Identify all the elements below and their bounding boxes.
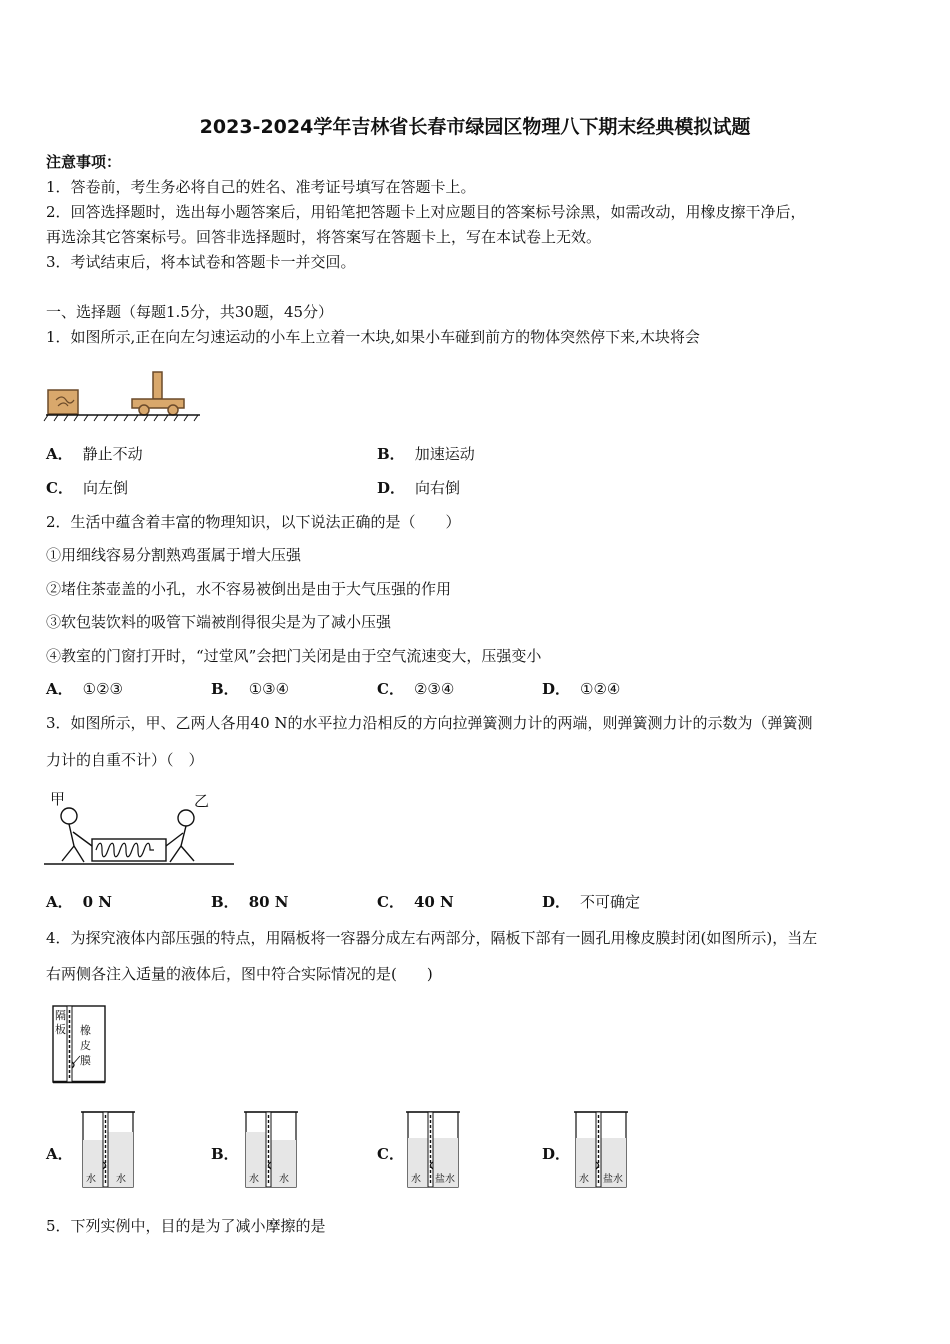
q3-label-left: 甲 — [50, 790, 66, 808]
q4-stem-line-2: 右两侧各注入适量的液体后，图中符合实际情况的是( ) — [46, 965, 433, 983]
q1-cart-figure — [44, 368, 204, 423]
q1-option-a: A． 静止不动 — [46, 445, 143, 463]
q3-option-b: B． 80 N — [211, 893, 289, 911]
q2-statement-1: ①用细线容易分割熟鸡蛋属于增大压强 — [46, 546, 302, 564]
q1-option-d: D． 向右倒 — [377, 479, 461, 497]
svg-text:水: 水 — [579, 1174, 589, 1185]
q2-option-a: A． ①②③ — [46, 680, 123, 698]
svg-text:水: 水 — [411, 1174, 421, 1185]
q2-option-b: B． ①③④ — [211, 680, 290, 698]
q4-option-d-key: D． — [542, 1145, 571, 1163]
q4-option-c-key: C． — [377, 1145, 404, 1163]
q3-label-right: 乙 — [194, 792, 210, 810]
q4-option-b-figure — [243, 1110, 299, 1190]
notice-item-1: 1．答卷前，考生务必将自己的姓名、准考证号填写在答题卡上。 — [46, 178, 476, 196]
notice-item-2-cont: 再选涂其它答案标号。回答非选择题时，将答案写在答题卡上，写在本试卷上无效。 — [46, 228, 602, 246]
svg-text:盐水: 盐水 — [435, 1174, 455, 1185]
q3-option-c: C． 40 N — [377, 893, 454, 911]
svg-text:皮: 皮 — [80, 1039, 91, 1052]
q3-stem-line-2: 力计的自重不计）（ ） — [46, 751, 204, 769]
q3-stem-line-1: 3．如图所示，甲、乙两人各用40 N的水平拉力沿相反的方向拉弹簧测力计的两端，则弹簧测力计的示数为（弹簧测 — [46, 714, 813, 732]
svg-text:板: 板 — [55, 1023, 66, 1036]
q1-option-b: B． 加速运动 — [377, 445, 475, 463]
page-title: 2023-2024学年吉林省长春市绿园区物理八下期末经典模拟试题 — [199, 116, 751, 138]
q4-option-a-figure — [80, 1110, 136, 1190]
svg-text:水: 水 — [86, 1174, 96, 1185]
q2-stem: 2．生活中蕴含着丰富的物理知识，以下说法正确的是（ ） — [46, 513, 461, 531]
q2-statement-2: ②堵住茶壶盖的小孔，水不容易被倒出是由于大气压强的作用 — [46, 580, 452, 598]
svg-text:隔: 隔 — [55, 1009, 66, 1022]
notice-item-2: 2．回答选择题时，选出每小题答案后，用铅笔把答题卡上对应题目的答案标号涂黑，如需改动，用橡皮擦干净后， — [46, 203, 806, 221]
q3-spring-figure — [44, 786, 239, 878]
svg-text:水: 水 — [249, 1174, 259, 1185]
notice-heading: 注意事项： — [46, 153, 122, 171]
q4-option-b-key: B． — [211, 1145, 239, 1163]
svg-text:膜: 膜 — [80, 1054, 91, 1067]
q2-option-d: D． ①②④ — [542, 680, 621, 698]
svg-text:盐水: 盐水 — [603, 1174, 623, 1185]
q2-statement-4: ④教室的门窗打开时，“过堂风”会把门关闭是由于空气流速变大，压强变小 — [46, 647, 542, 665]
svg-text:水: 水 — [279, 1174, 289, 1185]
svg-text:水: 水 — [116, 1174, 126, 1185]
q4-container-figure — [50, 1004, 110, 1086]
q4-option-d-figure — [573, 1110, 629, 1190]
section-heading: 一、选择题（每题1.5分，共30题，45分） — [46, 303, 334, 321]
q3-option-d: D． 不可确定 — [542, 893, 641, 911]
q5-stem: 5．下列实例中，目的是为了减小摩擦的是 — [46, 1217, 326, 1235]
q1-option-c: C． 向左倒 — [46, 479, 128, 497]
q2-statement-3: ③软包装饮料的吸管下端被削得很尖是为了减小压强 — [46, 613, 392, 631]
q4-option-a-key: A． — [46, 1145, 73, 1163]
svg-text:橡: 橡 — [80, 1024, 91, 1037]
q4-option-c-figure — [405, 1110, 461, 1190]
notice-item-3: 3．考试结束后，将本试卷和答题卡一并交回。 — [46, 253, 356, 271]
q2-option-c: C． ②③④ — [377, 680, 455, 698]
q4-stem-line-1: 4．为探究液体内部压强的特点，用隔板将一容器分成左右两部分，隔板下部有一圆孔用橡皮膜封闭(如图所示)，当左 — [46, 929, 818, 947]
q1-stem: 1．如图所示,正在向左匀速运动的小车上立着一木块,如果小车碰到前方的物体突然停下来,木块将会 — [46, 328, 700, 346]
q3-option-a: A． 0 N — [46, 893, 113, 911]
